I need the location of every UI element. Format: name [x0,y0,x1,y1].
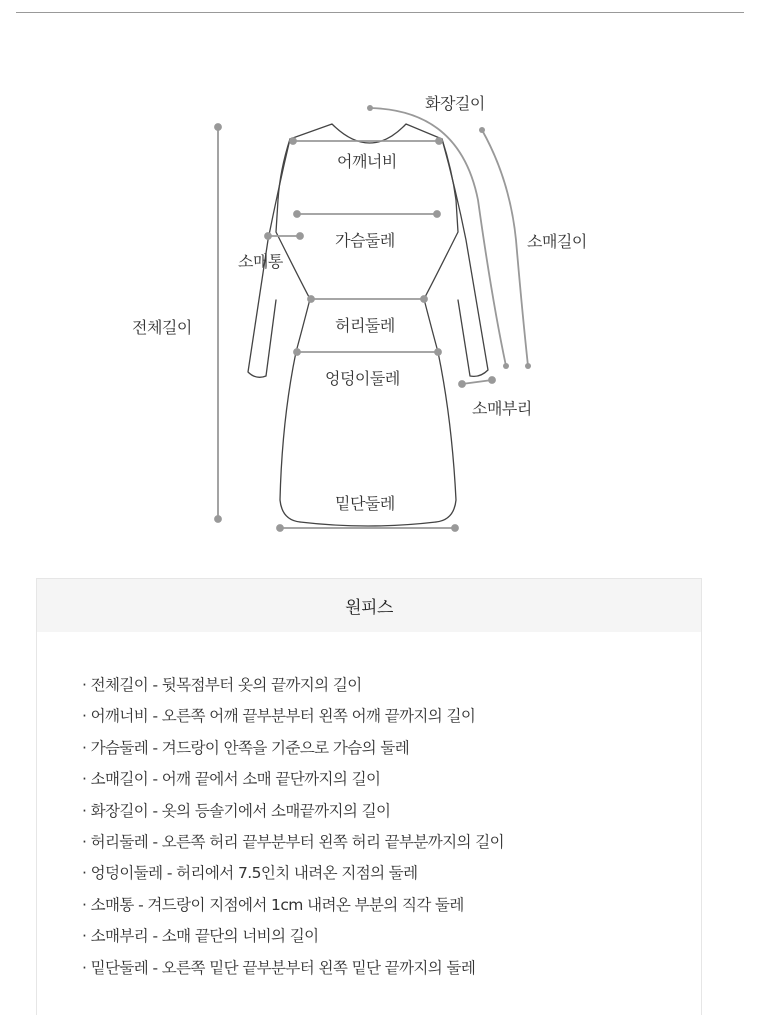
description-list [37,632,701,984]
body-left-outline [276,139,310,522]
label-hip: 엉덩이둘레 [325,369,400,388]
list-item: · 소매길이 - 어깨 끝에서 소매 끝단까지의 길이 [82,770,381,789]
label-sleeve-width: 소매통 [238,252,283,271]
label-shoulder-width: 어깨너비 [337,152,397,171]
label-total-length: 전체길이 [132,318,192,337]
hem-outline [300,522,436,526]
body-right-outline [424,139,458,522]
label-raglan-length: 화장길이 [425,94,485,113]
label-hem: 밑단둘레 [335,494,395,513]
label-sleeve-cuff: 소매부리 [472,399,532,418]
list-item: · 허리둘레 - 오른쪽 허리 끝부분부터 왼쪽 허리 끝부분까지의 길이 [82,833,504,852]
list-item: · 가슴둘레 - 겨드랑이 안쪽을 기준으로 가슴의 둘레 [82,738,410,757]
list-item: · 화장길이 - 옷의 등솔기에서 소매끝까지의 길이 [82,801,391,820]
list-item: · 소매부리 - 소매 끝단의 너비의 길이 [82,927,319,946]
list-item: · 소매통 - 겨드랑이 지점에서 1cm 내려온 부분의 직각 둘레 [82,895,464,914]
list-item: · 전체길이 - 뒷목점부터 옷의 끝까지의 길이 [82,676,362,694]
label-sleeve-length: 소매길이 [527,232,587,251]
list-item: · 엉덩이둘레 - 허리에서 7.5인치 내려온 지점의 둘레 [82,864,418,883]
label-waist: 허리둘레 [335,316,395,335]
list-item: · 밑단둘레 - 오른쪽 밑단 끝부분부터 왼쪽 밑단 끝까지의 둘레 [82,958,476,977]
list-item: · 어깨너비 - 오른쪽 어깨 끝부분부터 왼쪽 어깨 끝까지의 길이 [82,707,476,726]
description-panel [36,578,702,1015]
panel-title: 원피스 [37,579,701,632]
right-sleeve-outline [442,139,488,376]
label-chest: 가슴둘레 [335,231,395,250]
